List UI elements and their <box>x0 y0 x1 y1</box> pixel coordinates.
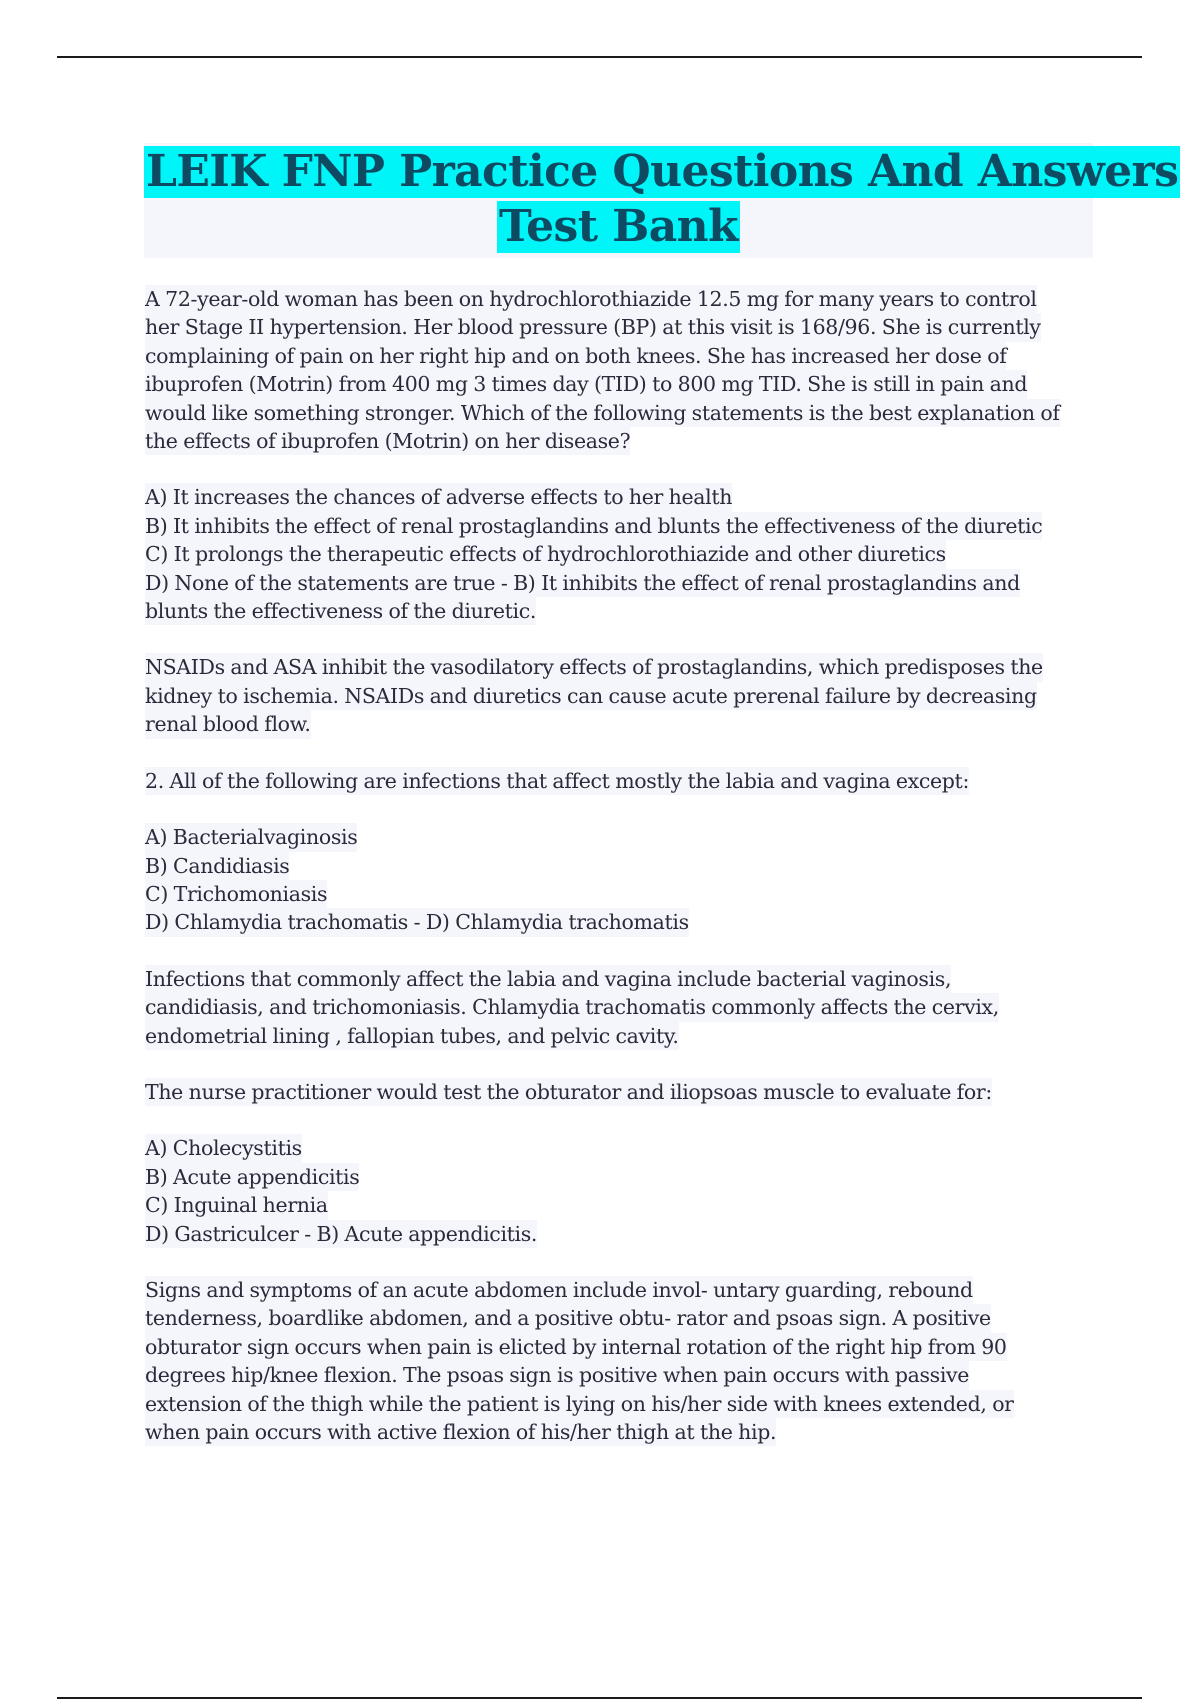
text-line: complaining of pain on her right hip and on both knees. She has increased her dose of <box>145 342 1006 370</box>
text-line: extension of the thigh while the patient is lying on his/her side with knees extended, or <box>145 1390 1014 1418</box>
text-line: NSAIDs and ASA inhibit the vasodilatory effects of prostaglandins, which predisposes the <box>145 653 1043 681</box>
text-line: the effects of ibuprofen (Motrin) on her disease? <box>145 427 630 455</box>
text-line: obturator sign occurs when pain is elicted by internal rotation of the right hip from 90 <box>145 1333 1007 1361</box>
text-line: D) None of the statements are true - B) It inhibits the effect of renal prostaglandins and <box>145 569 1020 597</box>
paragraph <box>145 285 1095 455</box>
document-body <box>145 285 1095 1474</box>
text-line: B) Candidiasis <box>145 852 289 880</box>
text-line: renal blood flow. <box>145 710 311 738</box>
paragraph <box>145 653 1095 738</box>
text-line: endometrial lining , fallopian tubes, and pelvic cavity. <box>145 1022 679 1050</box>
text-line: kidney to ischemia. NSAIDs and diuretics can cause acute prerenal failure by decreasing <box>145 682 1037 710</box>
text-line: D) Gastriculcer - B) Acute appendicitis. <box>145 1220 537 1248</box>
text-line: The nurse practitioner would test the obturator and iliopsoas muscle to evaluate for: <box>145 1078 992 1106</box>
text-line: candidiasis, and trichomoniasis. Chlamydia trachomatis commonly affects the cervix, <box>145 993 999 1021</box>
text-line: Infections that commonly affect the labia and vagina include bacterial vaginosis, <box>145 965 951 993</box>
text-line: B) It inhibits the effect of renal prostaglandins and blunts the effectiveness of the diuretic <box>145 512 1042 540</box>
text-line: A 72-year-old woman has been on hydrochlorothiazide 12.5 mg for many years to control <box>145 285 1037 313</box>
text-line: ibuprofen (Motrin) from 400 mg 3 times day (TID) to 800 mg TID. She is still in pain and <box>145 370 1027 398</box>
text-line: A) It increases the chances of adverse effects to her health <box>145 483 732 511</box>
paragraph <box>145 1276 1095 1446</box>
text-line: 2. All of the following are infections that affect mostly the labia and vagina except: <box>145 767 969 795</box>
text-line: her Stage II hypertension. Her blood pressure (BP) at this visit is 168/96. She is currently <box>145 313 1041 341</box>
text-line: B) Acute appendicitis <box>145 1163 359 1191</box>
text-line: tenderness, boardlike abdomen, and a positive obtu- rator and psoas sign. A positive <box>145 1304 991 1332</box>
top-rule <box>57 56 1142 58</box>
paragraph <box>145 1078 1095 1106</box>
paragraph <box>145 823 1095 937</box>
text-line: degrees hip/knee flexion. The psoas sign is positive when pain occurs with passive <box>145 1361 969 1389</box>
text-line: A) Cholecystitis <box>145 1134 302 1162</box>
text-line: C) Trichomoniasis <box>145 880 327 908</box>
text-line: Signs and symptoms of an acute abdomen include invol- untary guarding, rebound <box>145 1276 973 1304</box>
paragraph <box>145 767 1095 795</box>
text-line: blunts the effectiveness of the diuretic. <box>145 597 536 625</box>
text-line: C) It prolongs the therapeutic effects of hydrochlorothiazide and other diuretics <box>145 540 946 568</box>
text-line: would like something stronger. Which of the following statements is the best explanation of <box>145 399 1060 427</box>
paragraph <box>145 483 1095 625</box>
paragraph <box>145 965 1095 1050</box>
document-title <box>144 143 1179 258</box>
text-line: D) Chlamydia trachomatis - D) Chlamydia trachomatis <box>145 908 689 936</box>
bottom-rule <box>57 1697 1142 1699</box>
paragraph <box>145 1134 1095 1248</box>
title-line-2: Test Bank <box>499 201 738 252</box>
title-line-1: LEIK FNP Practice Questions And Answers <box>146 146 1179 197</box>
text-line: A) Bacterialvaginosis <box>145 823 357 851</box>
text-line: C) Inguinal hernia <box>145 1191 328 1219</box>
text-line: when pain occurs with active flexion of his/her thigh at the hip. <box>145 1418 776 1446</box>
